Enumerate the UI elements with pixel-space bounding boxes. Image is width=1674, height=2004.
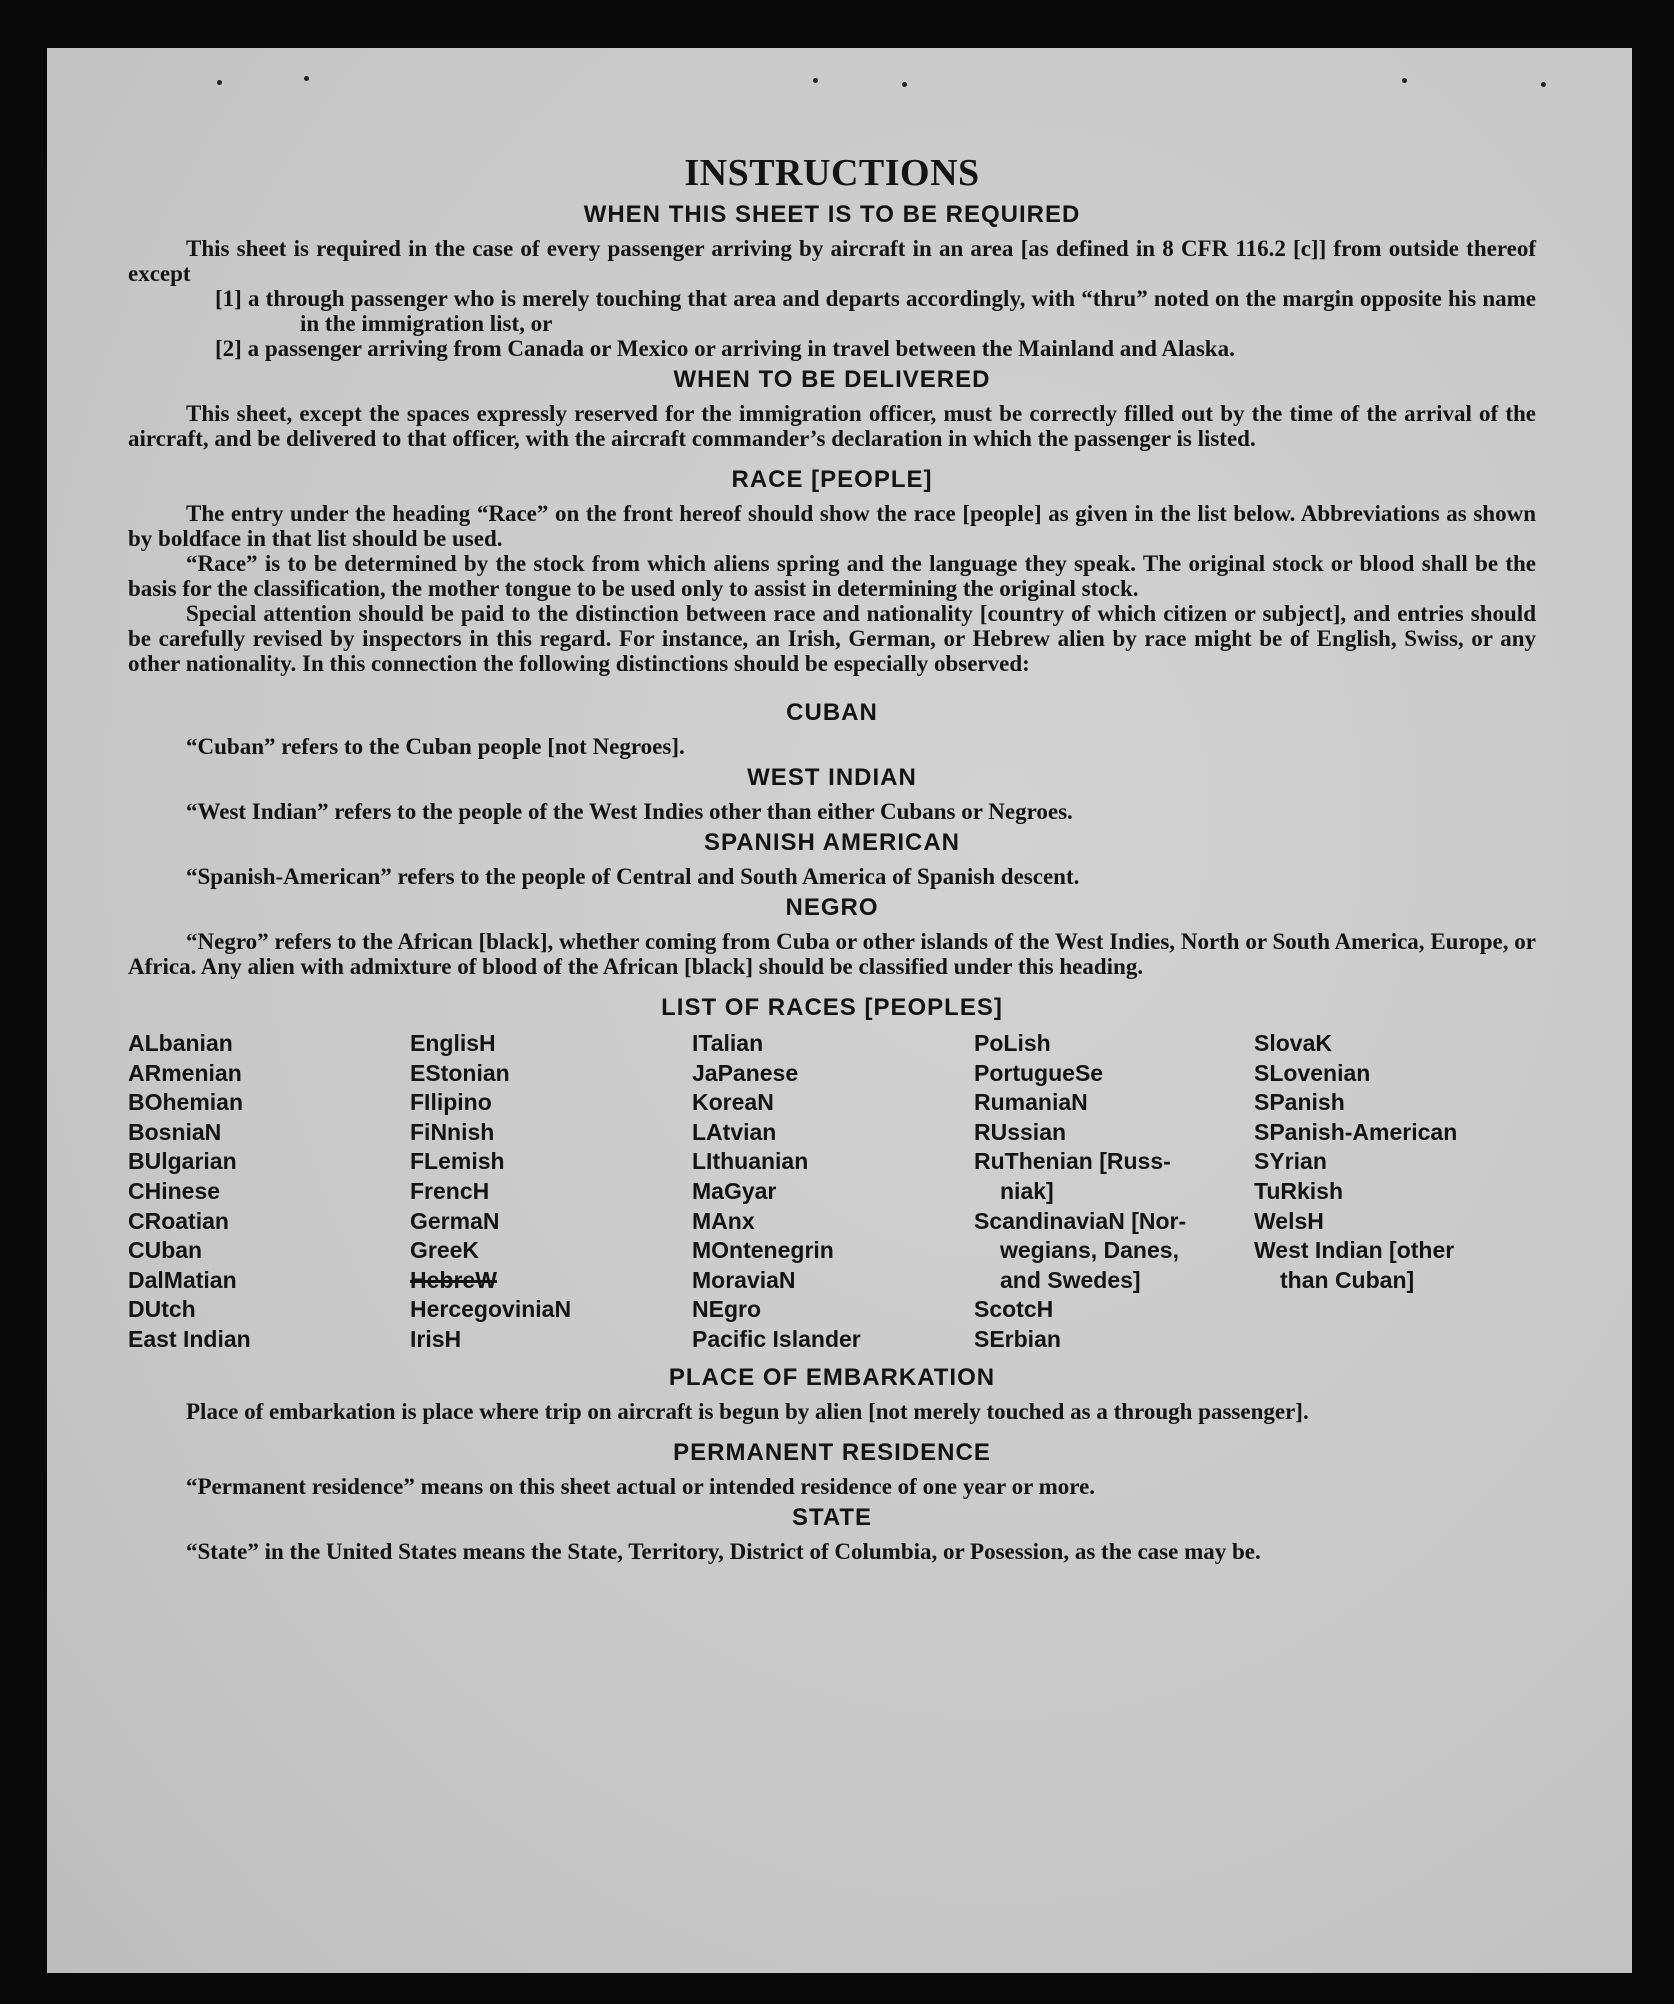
race-item: BOhemian xyxy=(128,1089,244,1116)
heading-permanent-residence: PERMANENT RESIDENCE xyxy=(673,1438,991,1466)
punch-dot xyxy=(1541,82,1546,87)
race-item: MaGyar xyxy=(692,1177,777,1204)
race-item: FIlipino xyxy=(410,1089,492,1116)
race-item: BUlgarian xyxy=(128,1148,237,1175)
heading-race: RACE [PEOPLE] xyxy=(731,466,933,493)
race-item: GreeK xyxy=(410,1237,480,1264)
punch-dot xyxy=(217,80,222,85)
heading-spanish-american: SPANISH AMERICAN xyxy=(703,829,960,856)
race-column-4 xyxy=(974,1029,1254,1355)
race-item: TuRkish xyxy=(1254,1177,1344,1204)
race-item: Pacific Islander xyxy=(692,1325,861,1352)
race-item: JaPanese xyxy=(692,1059,799,1086)
race-paragraph-2: “Race” is to be determined by the stock from which aliens spring and the language they speak. The original stock or blood shall be the basis for the classification, the mother tongue to be used only to assist in determining the original stock. xyxy=(128,551,1536,601)
race-item: RuThenian [Russ- xyxy=(974,1148,1171,1175)
race-list xyxy=(128,1029,1536,1355)
race-item: ScotcH xyxy=(974,1296,1054,1323)
race-item: EStonian xyxy=(410,1059,510,1086)
race-item: ARmenian xyxy=(128,1059,242,1086)
race-item: SErbian xyxy=(974,1325,1061,1352)
race-item: PoLish xyxy=(974,1030,1051,1056)
race-item: RumaniaN xyxy=(974,1089,1088,1116)
race-item: CUban xyxy=(128,1237,203,1264)
heading-when-delivered: WHEN TO BE DELIVERED xyxy=(673,366,991,393)
race-column-3 xyxy=(692,1029,974,1355)
document-sheet xyxy=(47,48,1632,1973)
when-required-intro: This sheet is required in the case of every passenger arriving by aircraft in an area [as defined in 8 CFR 116.2 [c]] from outside thereof except xyxy=(128,236,1536,286)
heading-west-indian: WEST INDIAN xyxy=(747,764,917,791)
when-delivered-text: This sheet, except the spaces expressly reserved for the immigration officer, must be correctly filled out by the time of the arrival of the aircraft, and be delivered to that officer, with the aircraft commander’s declaration in which the passenger is listed. xyxy=(128,401,1536,451)
race-item: CRoatian xyxy=(128,1207,229,1234)
heading-place-of-embarkation: PLACE OF EMBARKATION xyxy=(668,1363,996,1391)
permanent-residence-text: “Permanent residence” means on this sheet actual or intended residence of one year or more. xyxy=(186,1473,1096,1499)
heading-list-of-races: LIST OF RACES [PEOPLES] xyxy=(661,994,1003,1021)
instructions-body xyxy=(128,150,1536,1564)
state-text: “State” in the United States means the State, Territory, District of Columbia, or Posession, as the case may be. xyxy=(186,1538,1261,1564)
race-item: HercegoviniaN xyxy=(410,1296,572,1323)
race-item: BosniaN xyxy=(128,1118,222,1145)
heading-state: STATE xyxy=(791,1503,873,1531)
race-item: SPanish-American xyxy=(1254,1118,1458,1145)
cuban-text: “Cuban” refers to the Cuban people [not Negroes]. xyxy=(186,734,685,759)
race-item-continued: wegians, Danes, xyxy=(1000,1237,1179,1264)
negro-text: “Negro” refers to the African [black], whether coming from Cuba or other islands of the West Indies, North or South America, Europe, or Africa. Any alien with admixture of blood of the African [black] should be classified under this heading. xyxy=(128,929,1536,979)
race-item: SYrian xyxy=(1254,1148,1327,1175)
race-item: EnglisH xyxy=(410,1030,496,1056)
race-column-1 xyxy=(128,1029,410,1355)
race-item-continued: than Cuban] xyxy=(1280,1266,1415,1293)
when-required-item-1: [1] a through passenger who is merely touching that area and departs accordingly, with “thru” noted on the margin opposite his name in the immigration list, or xyxy=(215,286,1536,336)
race-item: LAtvian xyxy=(692,1118,777,1145)
race-item: MoraviaN xyxy=(692,1266,796,1293)
race-item: West Indian [other xyxy=(1254,1237,1455,1264)
race-item: SLovenian xyxy=(1254,1059,1371,1086)
race-item: WelsH xyxy=(1254,1207,1324,1234)
race-item: DalMatian xyxy=(128,1266,237,1293)
heading-when-required: WHEN THIS SHEET IS TO BE REQUIRED xyxy=(583,201,1081,228)
race-paragraph-3: Special attention should be paid to the distinction between race and nationality [country of which citizen or subject], and entries should be carefully revised by inspectors in this regard. For instance, an Irish, German, or Hebrew alien by race might be of English, Swiss, or any other nationality. In this connection the following distinctions should be especially observed: xyxy=(128,601,1536,676)
race-column-2 xyxy=(410,1029,692,1355)
race-item: GermaN xyxy=(410,1207,500,1234)
page-title: INSTRUCTIONS xyxy=(684,152,980,194)
race-item-continued: niak] xyxy=(1000,1177,1054,1204)
place-of-embarkation-text: Place of embarkation is place where trip on aircraft is begun by alien [not merely touched as a through passenger]. xyxy=(186,1398,1309,1424)
heading-negro: NEGRO xyxy=(785,894,879,921)
race-item: East Indian xyxy=(128,1325,251,1352)
race-item: FLemish xyxy=(410,1148,505,1175)
race-item: PortugueSe xyxy=(974,1059,1104,1086)
west-indian-text: “West Indian” refers to the people of the West Indies other than either Cubans or Negroes. xyxy=(186,799,1073,824)
spanish-american-text: “Spanish-American” refers to the people of Central and South America of Spanish descent. xyxy=(186,864,1080,889)
race-item: DUtch xyxy=(128,1296,196,1323)
race-item: ITalian xyxy=(692,1030,764,1056)
race-item: MAnx xyxy=(692,1207,755,1234)
race-item: FrencH xyxy=(410,1177,490,1204)
when-required-item-2: [2] a passenger arriving from Canada or Mexico or arriving in travel between the Mainland and Alaska. xyxy=(215,336,1235,361)
race-column-5 xyxy=(1254,1029,1536,1355)
race-item: NEgro xyxy=(692,1296,761,1323)
heading-cuban: CUBAN xyxy=(786,699,878,726)
race-item: FiNnish xyxy=(410,1118,495,1145)
race-item-continued: and Swedes] xyxy=(1000,1266,1141,1293)
race-item: ScandinaviaN [Nor- xyxy=(974,1207,1187,1234)
race-item: SlovaK xyxy=(1254,1030,1332,1056)
punch-dot xyxy=(1402,78,1407,83)
race-item: LIthuanian xyxy=(692,1148,809,1175)
race-item: KoreaN xyxy=(692,1089,774,1116)
punch-dot xyxy=(902,82,907,87)
punch-dot xyxy=(813,78,818,83)
race-item: ALbanian xyxy=(128,1030,233,1056)
race-item: IrisH xyxy=(410,1325,462,1352)
race-item-struck: HebreW xyxy=(410,1266,497,1293)
race-item: SPanish xyxy=(1254,1089,1345,1116)
punch-dot xyxy=(304,76,309,81)
race-paragraph-1: The entry under the heading “Race” on the front hereof should show the race [people] as given in the list below. Abbreviations as shown by boldface in that list should be used. xyxy=(128,501,1536,551)
race-item: CHinese xyxy=(128,1177,221,1204)
race-item: RUssian xyxy=(974,1118,1067,1145)
race-item: MOntenegrin xyxy=(692,1237,834,1264)
